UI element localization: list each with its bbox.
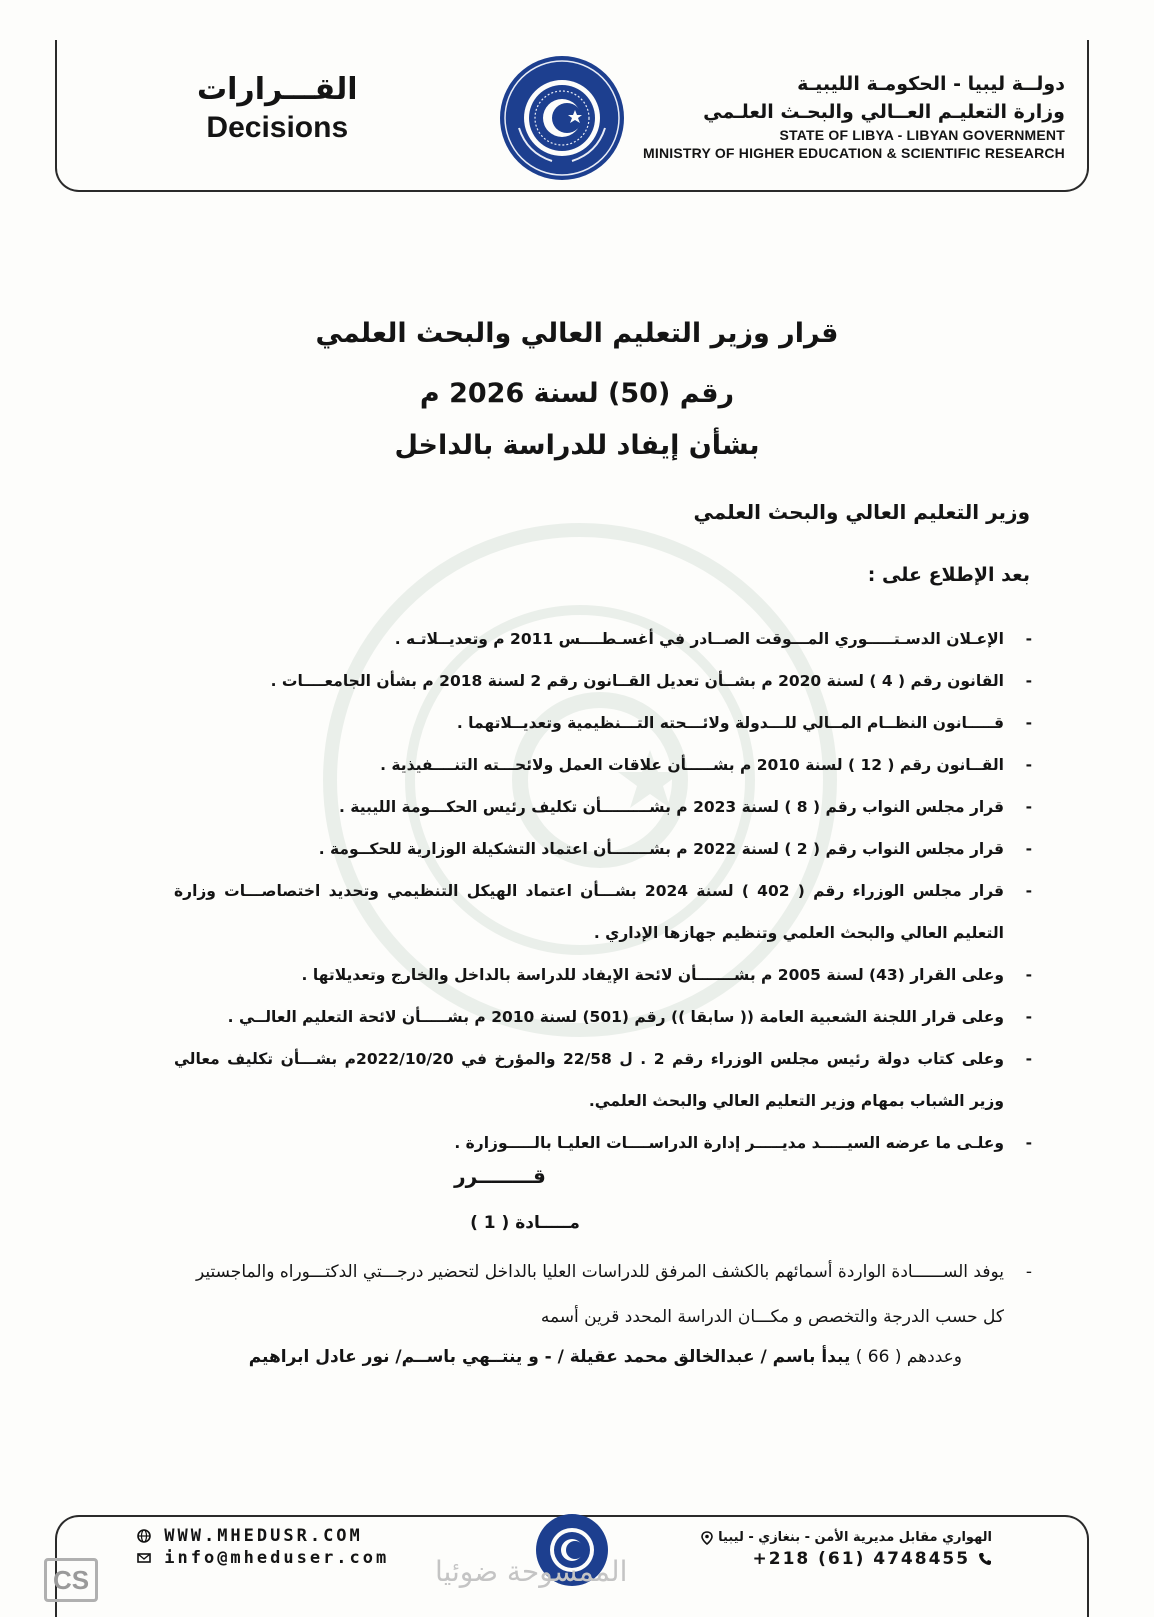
scanner-stamp (44, 1554, 194, 1600)
list-item: - القــانون رقم ( 12 ) لسنة 2010 م بشـــــأن علاقات العمل ولائحـــته التنــــفيذية . (380, 756, 1032, 774)
names-range: يبدأ باسم / عبدالخالق محمد عقيلة / - و ينتــهي باســم/ نور عادل ابراهيم (248, 1347, 851, 1367)
section-label-ar: القـــرارات (197, 72, 358, 107)
list-item: - وعلى القرار (43) لسنة 2005 م بشـــــــأن لائحة الإيفاد للدراسة بالداخل والخارج وتعديلاتها . (301, 966, 1032, 984)
state-name-ar: دولــة ليبيا - الحكومـة الليبيـة (797, 73, 1065, 95)
phone-number[interactable]: +218 (61) 4748455 (752, 1549, 971, 1569)
section-label-en: Decisions (206, 111, 349, 144)
list-item: - وعلى كتاب دولة رئيس مجلس الوزراء رقم 2 . ل 22/58 والمؤرخ في 2022/10/20م بشـــأن تكليف معالي وزير الشباب بمهام وزير التعليم العالي والبحث العلمي. (174, 1050, 1032, 1110)
ministry-name-ar: وزارة التعليـم العــالي والبحـث العلـمي (703, 101, 1065, 123)
scanner-logo: CS (44, 1558, 98, 1602)
names-count: وعددهم ( 66 ) (855, 1347, 962, 1367)
list-item: - وعلـى ما عرضه السيـــــد مديـــــر إدارة الدراســــات العليـا بالـــــوزارة . (454, 1134, 1032, 1152)
list-item: - الإعـلان الدسـتـــــوري المـــوقت الصــادر في أغسـطــــس 2011 م وتعديــلاتـه . (394, 630, 1032, 648)
decision-number: رقم (50) لسنة 2026 م (419, 378, 735, 409)
decision-subject: بشأن إيفاد للدراسة بالداخل (394, 430, 760, 461)
article-label: مـــــادة ( 1 ) (470, 1213, 580, 1233)
footer-address (700, 1527, 992, 1569)
decision-title: قرار وزير التعليم العالي والبحث العلمي (315, 318, 839, 349)
ministry-heading (643, 70, 1065, 162)
phone-icon (978, 1552, 992, 1566)
list-item: - وعلى قرار اللجنة الشعبية العامة (( سابقا )) رقم (501) لسنة 2010 م بشـــــأن لائحة التعليم العالــي . (227, 1008, 1032, 1026)
section-label (197, 70, 358, 146)
government-seal-icon (497, 53, 627, 183)
letterhead (55, 40, 1089, 192)
state-name-en: STATE OF LIBYA - LIBYAN GOVERNMENT (779, 127, 1065, 143)
email-link[interactable]: info@mheduser.com (164, 1548, 390, 1568)
list-item: - القانون رقم ( 4 ) لسنة 2020 م بشــأن تعديل القــانون رقم 2 لسنة 2018 م بشأن الجامعــــات . (270, 672, 1032, 690)
location-pin-icon (700, 1531, 714, 1545)
issuer-heading: وزير التعليم العالي والبحث العلمي (693, 500, 1030, 524)
list-item: - قرار مجلس النواب رقم ( 2 ) لسنة 2022 م بشـــــــأن اعتماد التشكيلة الوزارية للحكــومة . (318, 840, 1032, 858)
article-text: - يوفد الســــــادة الواردة أسمائهم بالكشف المرفق للدراسات العليا بالداخل لتحضير درجـــتي الدكتـــوراه والماجستير كل حسب الدرجة والتخصص و مكـــان الدراسة المحدد قرين أسمه (196, 1262, 1032, 1327)
preamble-list (174, 618, 1032, 1164)
list-item: - قرار مجلس الوزراء رقم ( 402 ) لسنة 2024 بشـــأن اعتماد الهيكل التنظيمي وتحديد اختصاصـــات وزارة التعليم العالي والبحث العلمي وتنظيم جهازها الإداري . (174, 882, 1032, 942)
globe-icon (137, 1529, 151, 1543)
decides-heading: قــــــــرر (454, 1164, 546, 1188)
after-review-heading: بعد الإطلاع على : (867, 564, 1030, 586)
website-link[interactable]: WWW.MHEDUSR.COM (164, 1526, 363, 1546)
address-text: الهواري مقابل مديرية الأمن - بنغازي - ليبيا (718, 1530, 992, 1545)
article-names (249, 1347, 962, 1367)
list-item: - قـــــانون النظــام المــالي للـــدولة ولائـــحته التـــنظيمية وتعديــلاتهما . (456, 714, 1032, 732)
scanner-watermark-text: الممسوحة ضوئيا (435, 1555, 628, 1588)
list-item: - قرار مجلس النواب رقم ( 8 ) لسنة 2023 م بشـــــــــأن تكليف رئيس الحكـــومة الليبية . (339, 798, 1032, 816)
ministry-name-en: MINISTRY OF HIGHER EDUCATION & SCIENTIFIC RESEARCH (643, 145, 1065, 161)
